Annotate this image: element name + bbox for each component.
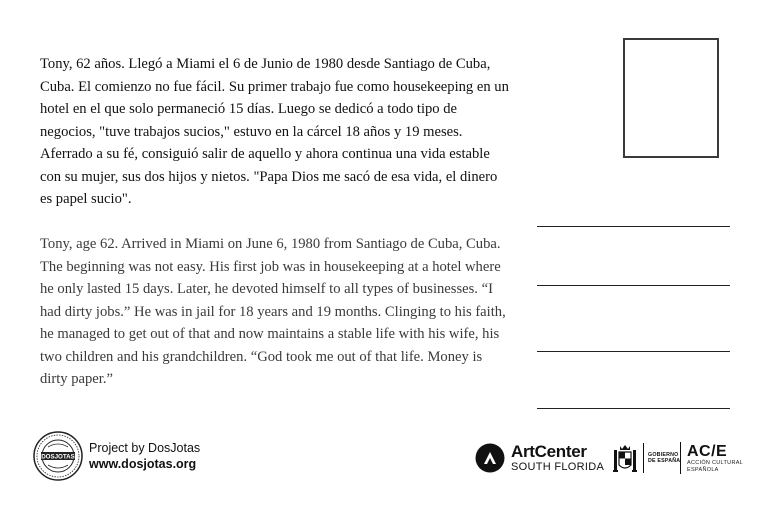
dosjotas-credit <box>33 431 200 481</box>
artcenter-logo <box>475 441 604 475</box>
stamp-box <box>623 38 719 158</box>
gov-divider <box>643 443 644 473</box>
address-line-3 <box>537 351 730 352</box>
english-story-text: Tony, age 62. Arrived in Miami on June 6, 1980 from Santiago de Cuba, Cuba. The beginning was not easy. His first job was in housekeeping at a hotel where he only lasted 15 days. Later, he devoted himself to all types of businesses. “I had dirty jobs.” He was in jail for 18 years and 19 months. Clinging to his faith, he managed to get out of that and now maintains a stable life with his wife, his two children and his grandchildren. “God took me out of that life. Money is dirty paper.” <box>40 236 506 387</box>
acce-divider <box>680 442 681 474</box>
address-line-2 <box>537 285 730 286</box>
spain-crest-icon <box>612 442 638 475</box>
project-label: Project by DosJotas <box>89 441 201 455</box>
artcenter-icon <box>475 443 505 473</box>
website-link[interactable]: www.dosjotas.org <box>89 457 197 471</box>
acce-sub-1: ACCIÓN CULTURAL <box>687 460 744 467</box>
artcenter-name: ArtCenter <box>511 441 587 461</box>
acce-sub-2: ESPAÑOLA <box>687 466 719 473</box>
gov-line-2: DE ESPAÑA <box>648 458 681 464</box>
acce-name: AC/E <box>687 443 728 461</box>
address-line-4 <box>537 408 730 409</box>
artcenter-subtitle: SOUTH FLORIDA <box>511 460 605 473</box>
address-line-1 <box>537 226 730 227</box>
acce-logo <box>680 441 743 475</box>
dosjotas-seal-icon <box>33 431 83 481</box>
seal-text: DOSJOTAS <box>41 453 75 461</box>
gobierno-espana-logo <box>612 441 680 475</box>
gov-line-1: GOBIERNO <box>648 451 679 458</box>
spanish-story-text: Tony, 62 años. Llegó a Miami el 6 de Junio de 1980 desde Santiago de Cuba, Cuba. El comienzo no fue fácil. Su primer trabajo fue como housekeeping en un hotel en el que solo permaneció 15 días. Luego se dedicó a todo tipo de negocios, "tuve trabajos sucios," estuvo en la cárcel 18 años y 19 meses. Aferrado a su fé, consiguió salir de aquello y ahora continua una vida estable con su mujer, sus dos hijos y nietos. "Papa Dios me sacó de esa vida, el dinero es papel sucio". <box>40 56 509 207</box>
